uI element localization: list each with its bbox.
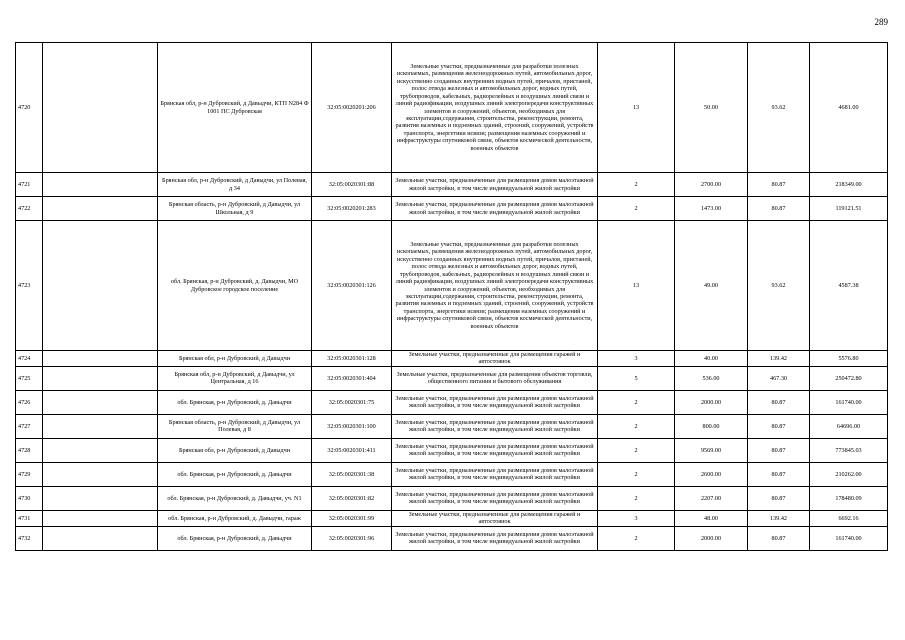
cell-number: 4723 [16, 221, 43, 351]
cell-use-group: 2 [598, 390, 675, 414]
cell-use-group: 2 [598, 462, 675, 486]
table-row [16, 438, 888, 462]
cell-use-group: 13 [598, 43, 675, 173]
cell-cadastral-number: 32:05:0020301:404 [312, 366, 392, 390]
cell-address: Брянская обл, р-н Дубровский, д Давыдчи [158, 438, 312, 462]
cell-land-use: Земельные участки, предназначенные для размещения гаражей и автостоянок [392, 510, 598, 526]
cell-specific-value: 80.87 [748, 414, 810, 438]
table-row [16, 390, 888, 414]
cell-use-group: 3 [598, 510, 675, 526]
cell-number: 4721 [16, 173, 43, 197]
cell-area: 2000.00 [675, 390, 748, 414]
cell-address: обл. Брянская, р-н Дубровский, д. Давыдчи [158, 462, 312, 486]
cell-cadastral-value: 5576.80 [810, 351, 888, 367]
cell-specific-value: 93.62 [748, 221, 810, 351]
cell-number: 4728 [16, 438, 43, 462]
cell-number: 4730 [16, 486, 43, 510]
cell-address: обл. Брянская, р-н Дубровский, д. Давыдчи, МО Дубровское городское поселение [158, 221, 312, 351]
cell-number: 4725 [16, 366, 43, 390]
cell-land-use: Земельные участки, предназначенные для размещения домов малоэтажной жилой застройки, в том числе индивидуальной жилой застройки [392, 486, 598, 510]
cell-empty [43, 510, 158, 526]
cell-cadastral-number: 32:05:0020301:128 [312, 351, 392, 367]
table-row [16, 197, 888, 221]
cell-cadastral-value: 210262.00 [810, 462, 888, 486]
cell-empty [43, 351, 158, 367]
cell-address: обл. Брянская, р-н Дубровский, д. Давыдчи [158, 526, 312, 550]
page-number: 289 [874, 17, 888, 27]
cell-number: 4724 [16, 351, 43, 367]
cell-address: Брянская обл, р-н Дубровский, д Давыдчи, ул Полевая, д 34 [158, 173, 312, 197]
cell-cadastral-value: 64696.00 [810, 414, 888, 438]
cell-specific-value: 139.42 [748, 510, 810, 526]
cell-land-use: Земельные участки, предназначенные для размещения домов малоэтажной жилой застройки, в том числе индивидуальной жилой застройки [392, 526, 598, 550]
land-plot-register-table [15, 42, 888, 551]
cell-empty [43, 526, 158, 550]
cell-cadastral-value: 773845.03 [810, 438, 888, 462]
cell-land-use: Земельные участки, предназначенные для размещения домов малоэтажной жилой застройки, в том числе индивидуальной жилой застройки [392, 197, 598, 221]
cell-empty [43, 414, 158, 438]
cell-empty [43, 173, 158, 197]
cell-empty [43, 366, 158, 390]
cell-land-use: Земельные участки, предназначенные для разработки полезных ископаемых, размещения железнодорожных путей, автомобильных дорог, искусственно созданных внутренних водных путей, причалов, пристаней, полос отвода железных и автомобильных дорог, водных путей, трубопроводов, кабельных, радиорелейных и воздушных линий связи и линий радиофикации, воздушных линий электропередачи конструктивных элементов и сооружений, объектов, необходимых для эксплуатации,содержания, строительства, реконструкции, ремонта, развития наземных и подземных зданий, строений, сооружений, устройств транспорта, энергетики исвязи; размещения наземных сооружений и инфраструктуры спутниковой связи, объектов космической деятельности, военных объектов [392, 221, 598, 351]
cell-cadastral-number: 32:05:0020201:283 [312, 197, 392, 221]
cell-specific-value: 80.87 [748, 197, 810, 221]
table-row [16, 414, 888, 438]
cell-area: 9569.00 [675, 438, 748, 462]
cell-cadastral-number: 32:05:0020301:82 [312, 486, 392, 510]
cell-address: Брянская область, р-н Дубровский, д Давыдчи, ул Полевая, д 8 [158, 414, 312, 438]
cell-specific-value: 93.62 [748, 43, 810, 173]
cell-use-group: 2 [598, 197, 675, 221]
cell-empty [43, 438, 158, 462]
table-body [16, 43, 888, 551]
cell-land-use: Земельные участки, предназначенные для размещения домов малоэтажной жилой застройки, в том числе индивидуальной жилой застройки [392, 438, 598, 462]
cell-cadastral-number: 32:05:0020301:126 [312, 221, 392, 351]
cell-use-group: 2 [598, 486, 675, 510]
cell-cadastral-value: 161740.00 [810, 526, 888, 550]
cell-cadastral-number: 32:05:0020301:99 [312, 510, 392, 526]
table-row [16, 510, 888, 526]
cell-land-use: Земельные участки, предназначенные для размещения объектов торговли, общественного питания и бытового обслуживания [392, 366, 598, 390]
cell-specific-value: 80.87 [748, 462, 810, 486]
cell-number: 4732 [16, 526, 43, 550]
cell-specific-value: 80.87 [748, 526, 810, 550]
cell-cadastral-number: 32:05:0020301:75 [312, 390, 392, 414]
cell-area: 50.00 [675, 43, 748, 173]
cell-specific-value: 80.87 [748, 438, 810, 462]
cell-empty [43, 43, 158, 173]
cell-use-group: 2 [598, 526, 675, 550]
cell-address: Брянская обл, р-н Дубровский, д Давыдчи [158, 351, 312, 367]
cell-cadastral-value: 119121.51 [810, 197, 888, 221]
cell-address: обл. Брянская, р-н Дубровский, д. Давыдчи [158, 390, 312, 414]
cell-empty [43, 221, 158, 351]
cell-area: 1473.00 [675, 197, 748, 221]
cell-area: 2207.00 [675, 486, 748, 510]
cell-area: 800.00 [675, 414, 748, 438]
cell-specific-value: 80.87 [748, 486, 810, 510]
cell-number: 4729 [16, 462, 43, 486]
cell-use-group: 13 [598, 221, 675, 351]
cell-land-use: Земельные участки, предназначенные для размещения домов малоэтажной жилой застройки, в том числе индивидуальной жилой застройки [392, 462, 598, 486]
cell-area: 2600.00 [675, 462, 748, 486]
cell-cadastral-value: 178480.09 [810, 486, 888, 510]
cell-address: обл. Брянская, р-н Дубровский, д. Давыдчи, уч. N1 [158, 486, 312, 510]
cell-land-use: Земельные участки, предназначенные для размещения домов малоэтажной жилой застройки, в том числе индивидуальной жилой застройки [392, 390, 598, 414]
cell-empty [43, 486, 158, 510]
cell-specific-value: 467.30 [748, 366, 810, 390]
cell-number: 4726 [16, 390, 43, 414]
cell-number: 4731 [16, 510, 43, 526]
cell-cadastral-number: 32:05:0020201:206 [312, 43, 392, 173]
table-row [16, 462, 888, 486]
cell-use-group: 2 [598, 438, 675, 462]
cell-land-use: Земельные участки, предназначенные для размещения домов малоэтажной жилой застройки, в том числе индивидуальной жилой застройки [392, 414, 598, 438]
table-row [16, 366, 888, 390]
cell-empty [43, 462, 158, 486]
cell-cadastral-value: 4587.38 [810, 221, 888, 351]
cell-cadastral-value: 218349.00 [810, 173, 888, 197]
cell-cadastral-value: 6692.16 [810, 510, 888, 526]
table-row [16, 221, 888, 351]
cell-cadastral-number: 32:05:0020301:88 [312, 173, 392, 197]
cell-area: 2700.00 [675, 173, 748, 197]
cell-area: 48.00 [675, 510, 748, 526]
cell-number: 4720 [16, 43, 43, 173]
cell-land-use: Земельные участки, предназначенные для размещения гаражей и автостоянок [392, 351, 598, 367]
cell-cadastral-number: 32:05:0020301:100 [312, 414, 392, 438]
cell-specific-value: 139.42 [748, 351, 810, 367]
table-row [16, 351, 888, 367]
cell-cadastral-value: 161740.00 [810, 390, 888, 414]
cell-land-use: Земельные участки, предназначенные для разработки полезных ископаемых, размещения железнодорожных путей, автомобильных дорог, искусственно созданных внутренних водных путей, причалов, пристаней, полос отвода железных и автомобильных дорог, водных путей, трубопроводов, кабельных, радиорелейных и воздушных линий связи и линий радиофикации, воздушных линий электропередачи конструктивных элементов и сооружений, объектов, необходимых для эксплуатации,содержания, строительства, реконструкции, ремонта, развития наземных и подземных зданий, строений, сооружений, устройств транспорта, энергетики исвязи; размещения наземных сооружений и инфраструктуры спутниковой связи, объектов космической деятельности, военных объектов [392, 43, 598, 173]
cell-cadastral-number: 32:05:0020301:38 [312, 462, 392, 486]
cell-area: 49.00 [675, 221, 748, 351]
cell-use-group: 5 [598, 366, 675, 390]
cell-address: Брянская область, р-н Дубровский, д Давыдчи, ул Школьная, д 9 [158, 197, 312, 221]
cell-number: 4722 [16, 197, 43, 221]
cell-address: Брянская обл, р-н Дубровский, д Давыдчи, ул Центральная, д 16 [158, 366, 312, 390]
table-row [16, 526, 888, 550]
cell-cadastral-number: 32:05:0020301:411 [312, 438, 392, 462]
cell-address: обл. Брянская, р-н Дубровский, д. Давыдчи, гараж [158, 510, 312, 526]
cell-number: 4727 [16, 414, 43, 438]
cell-area: 536.00 [675, 366, 748, 390]
table-row [16, 486, 888, 510]
cell-area: 40.00 [675, 351, 748, 367]
cell-area: 2000.00 [675, 526, 748, 550]
table-row [16, 173, 888, 197]
cell-empty [43, 197, 158, 221]
cell-specific-value: 80.87 [748, 390, 810, 414]
cell-use-group: 2 [598, 414, 675, 438]
cell-empty [43, 390, 158, 414]
cell-land-use: Земельные участки, предназначенные для размещения домов малоэтажной жилой застройки, в том числе индивидуальной жилой застройки [392, 173, 598, 197]
cell-use-group: 2 [598, 173, 675, 197]
cell-address: Брянская обл, р-н Дубровский, д Давыдчи, КТП N284 Ф 1001 ПС Дубровская [158, 43, 312, 173]
cell-specific-value: 80.87 [748, 173, 810, 197]
cell-cadastral-value: 4681.00 [810, 43, 888, 173]
cell-cadastral-number: 32:05:0020301:96 [312, 526, 392, 550]
table-row [16, 43, 888, 173]
cell-cadastral-value: 250472.80 [810, 366, 888, 390]
cell-use-group: 3 [598, 351, 675, 367]
